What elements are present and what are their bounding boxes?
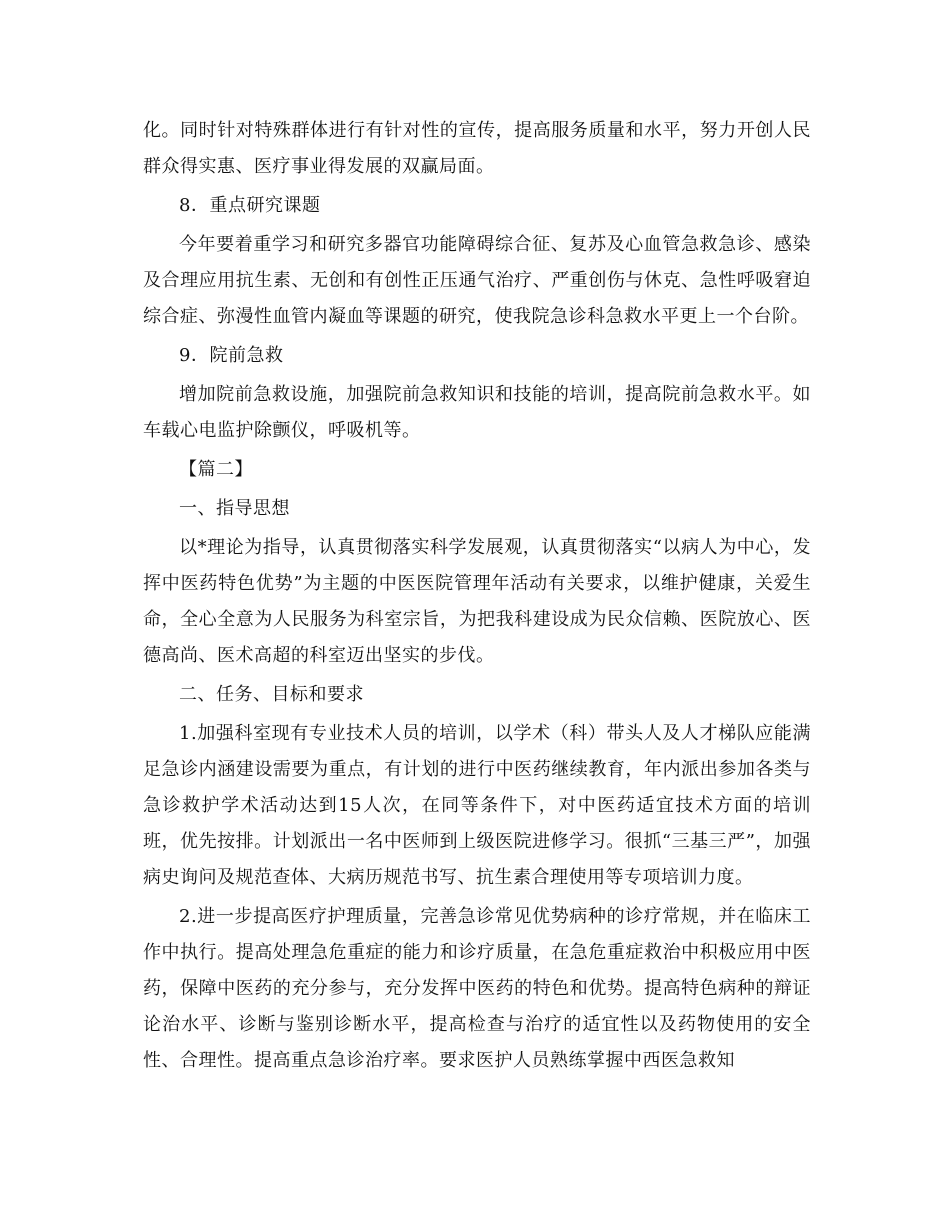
section-heading-tasks: 二、任务、目标和要求 xyxy=(179,684,364,705)
section-heading-prehospital: 9．院前急救 xyxy=(179,345,284,366)
paragraph-continuation: 化。同时针对特殊群体进行有针对性的宣传，提高服务质量和水平，努力开创人民群众得实惠、医疗事业得发展的双赢局面。 xyxy=(143,120,811,177)
paragraph-task-1: 1.加强科室现有专业技术人员的培训，以学术（科）带头人及人才梯队应能满足急诊内涵建设需要为重点，有计划的进行中医药继续教育，年内派出参加各类与急诊救护学术活动达到15人次，在同等条件下，对中医药适宜技术方面的培训班，优先按排。计划派出一名中医师到上级医院进修学习。很抓“三基三严”，加强病史询问及规范查体、大病历规范书写、抗生素合理使用等专项培训力度。 xyxy=(143,723,811,888)
paragraph-guiding-ideas: 以*理论为指导，认真贯彻落实科学发展观，认真贯彻落实“以病人为中心，发挥中医药特色优势”为主题的中医医院管理年活动有关要求，以维护健康，关爱生命，全心全意为人民服务为科室宗旨，为把我科建设成为民众信赖、医院放心、医德高尚、医术高超的科室迈出坚实的步伐。 xyxy=(143,537,811,666)
section-heading-research-topics: 8．重点研究课题 xyxy=(179,195,321,216)
document-body xyxy=(143,113,811,1079)
paragraph-prehospital: 增加院前急救设施，加强院前急救知识和技能的培训，提高院前急救水平。如车载心电监护除颤仪，呼吸机等。 xyxy=(143,384,811,441)
part-heading: 【篇二】 xyxy=(179,459,253,480)
section-heading-guiding-ideas: 一、指导思想 xyxy=(179,498,290,519)
paragraph-task-2: 2.进一步提高医疗护理质量，完善急诊常见优势病种的诊疗常规，并在临床工作中执行。提高处理急危重症的能力和诊疗质量，在急危重症救治中积极应用中医药，保障中医药的充分参与，充分发挥中医药的特色和优势。提高特色病种的辩证论治水平、诊断与鉴别诊断水平，提高检查与治疗的适宜性以及药物使用的安全性、合理性。提高重点急诊治疗率。要求医护人员熟练掌握中西医急救知 xyxy=(143,906,811,1071)
paragraph-research-topics: 今年要着重学习和研究多器官功能障碍综合征、复苏及心血管急救急诊、感染及合理应用抗生素、无创和有创性正压通气治疗、严重创伤与休克、急性呼吸窘迫综合症、弥漫性血管内凝血等课题的研究，使我院急诊科急救水平更上一个台阶。 xyxy=(143,234,811,327)
